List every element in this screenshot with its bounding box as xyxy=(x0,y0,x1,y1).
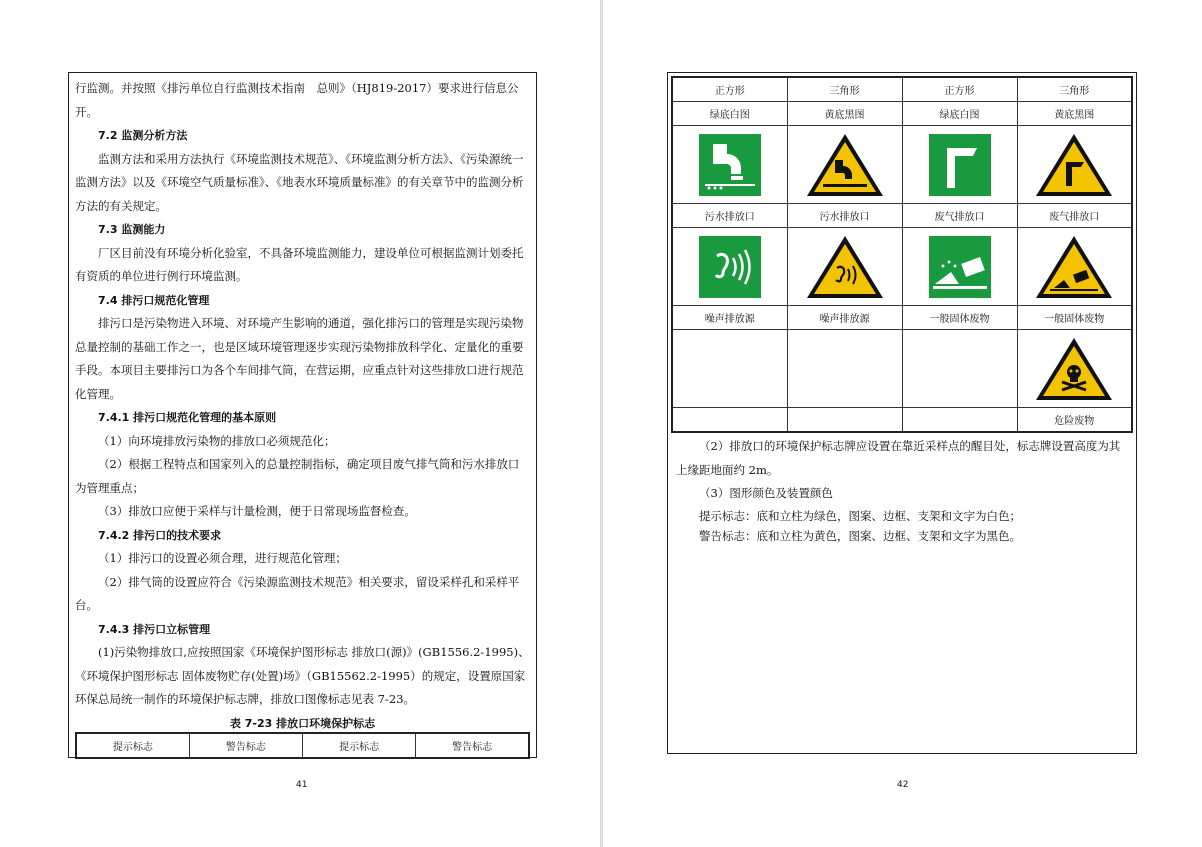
paragraph: 行监测。并按照《排污单位自行监测技术指南 总则》（HJ819-2017）要求进行信息公开。 xyxy=(75,81,519,119)
list-item: （2）根据工程特点和国家列入的总量控制指标，确定项目废气排气筒和污水排放口为管理重点； xyxy=(75,457,520,495)
table-cell: 噪声排放源 xyxy=(672,306,787,330)
table-cell: 黄底黑图 xyxy=(787,102,902,126)
table-cell xyxy=(787,228,902,306)
section-heading-7-4-3: 7.4.3 排污口立标管理 xyxy=(98,622,211,636)
body-text xyxy=(75,77,530,735)
table-cell: 污水排放口 xyxy=(787,204,902,228)
table-row xyxy=(672,408,1132,433)
table-cell xyxy=(672,228,787,306)
table-cell: 废气排放口 xyxy=(1017,204,1132,228)
page-number: 41 xyxy=(296,780,308,790)
table-cell: 绿底白图 xyxy=(672,102,787,126)
table-cell xyxy=(787,330,902,408)
table-cell xyxy=(787,126,902,204)
section-heading-7-4: 7.4 排污口规范化管理 xyxy=(98,293,210,307)
table-cell: 绿底白图 xyxy=(902,102,1017,126)
paragraph: 厂区目前没有环境分析化验室，不具备环境监测能力，建设单位可根据监测计划委托有资质的单位进行例行环境监测。 xyxy=(75,245,524,283)
paragraph: （2）排放口的环境保护标志牌应设置在靠近采样点的醒目处，标志牌设置高度为其上缘距地面约 2m。 xyxy=(676,439,1121,477)
paragraph: 排污口是污染物进入环境、对环境产生影响的通道，强化排污口的管理是实现污染物总量控制的基础工作之一，也是区域环境管理逐步实现污染物排放科学化、定量化的重要手段。本项目主要排污口为各个车间排气筒，在营运期，应重点针对这些排放口进行规范化管理。 xyxy=(75,316,524,401)
paragraph: 提示标志：底和立柱为绿色，图案、边框、支架和文字为白色； xyxy=(699,508,1021,523)
table-cell: 警告标志 xyxy=(416,733,529,758)
wastewater-outlet-icon xyxy=(699,134,761,196)
table-cell: 正方形 xyxy=(672,77,787,102)
table-cell: 三角形 xyxy=(787,77,902,102)
noise-source-icon xyxy=(699,236,761,298)
solid-waste-icon xyxy=(929,236,991,298)
table-row xyxy=(672,204,1132,228)
table-cell: 提示标志 xyxy=(303,733,416,758)
list-item: （3）排放口应便于采样与计量检测，便于日常现场监督检查。 xyxy=(98,504,416,518)
sign-table-header xyxy=(75,732,530,759)
table-cell: 废气排放口 xyxy=(902,204,1017,228)
table-cell xyxy=(902,408,1017,433)
exhaust-warning-icon xyxy=(1034,132,1114,198)
page-42 xyxy=(602,0,1202,847)
table-cell: 噪声排放源 xyxy=(787,306,902,330)
table-row xyxy=(672,102,1132,126)
page-frame xyxy=(667,72,1137,754)
table-cell xyxy=(1017,126,1132,204)
page-frame xyxy=(68,72,537,758)
table-row xyxy=(672,77,1132,102)
table-row xyxy=(672,228,1132,306)
section-heading-7-3: 7.3 监测能力 xyxy=(98,223,166,236)
table-row xyxy=(76,733,529,758)
section-heading-7-4-1: 7.4.1 排污口规范化管理的基本原则 xyxy=(98,411,277,424)
table-cell xyxy=(672,126,787,204)
table-row xyxy=(672,330,1132,408)
list-item: （1）向环境排放污染物的排放口必须规范化； xyxy=(98,433,336,448)
table-cell: 提示标志 xyxy=(76,733,189,758)
table-cell xyxy=(902,330,1017,408)
table-caption: 表 7-23 排放口环境保护标志 xyxy=(229,716,376,730)
table-cell: 危险废物 xyxy=(1017,408,1132,433)
list-item: （1）排污口的设置必须合理，进行规范化管理； xyxy=(98,551,347,565)
page-number: 42 xyxy=(897,780,909,790)
table-cell xyxy=(1017,330,1132,408)
table-cell: 一般固体废物 xyxy=(902,306,1017,330)
wastewater-warning-icon xyxy=(805,132,885,198)
table-cell xyxy=(672,408,787,433)
table-cell: 警告标志 xyxy=(189,733,302,758)
table-cell: 污水排放口 xyxy=(672,204,787,228)
section-heading-7-2: 7.2 监测分析方法 xyxy=(98,129,188,142)
paragraph: 监测方法和采用方法执行《环境监测技术规范》、《环境监测分析方法》、《污染源统一监测方法》以及《环境空气质量标准》、《地表水环境质量标准》的有关章节中的监测分析方法的有关规定。 xyxy=(75,151,524,213)
table-cell xyxy=(672,330,787,408)
solid-waste-warning-icon xyxy=(1034,234,1114,300)
hazardous-waste-icon xyxy=(1034,336,1114,402)
list-item: （2）排气筒的设置应符合《污染源监测技术规范》相关要求，留设采样孔和采样平台。 xyxy=(75,574,520,612)
table-cell: 正方形 xyxy=(902,77,1017,102)
table-cell xyxy=(787,408,902,433)
table-cell xyxy=(902,126,1017,204)
paragraph: 警告标志：底和立柱为黄色，图案、边框、支架和文字为黑色。 xyxy=(699,528,1021,543)
section-heading-7-4-2: 7.4.2 排污口的技术要求 xyxy=(98,528,222,542)
table-cell: 黄底黑图 xyxy=(1017,102,1132,126)
table-cell xyxy=(902,228,1017,306)
table-cell: 一般固体废物 xyxy=(1017,306,1132,330)
table-cell xyxy=(1017,228,1132,306)
noise-warning-icon xyxy=(805,234,885,300)
table-row xyxy=(672,306,1132,330)
paragraph: (1)污染物排放口,应按照国家《环境保护图形标志 排放口(源)》(GB1556.2-1995)、《环境保护图形标志 固体废物贮存(处置)场》（GB15562.2-1995）的规定，设置原国家环保总局统一制作的环境保护标志牌，排放口图像标志见表 7-23。 xyxy=(75,645,530,706)
body-text xyxy=(676,435,1130,546)
table-cell: 三角形 xyxy=(1017,77,1132,102)
sign-table xyxy=(671,76,1133,433)
table-row xyxy=(672,126,1132,204)
exhaust-outlet-icon xyxy=(929,134,991,196)
paragraph: （3）图形颜色及装置颜色 xyxy=(699,486,833,500)
